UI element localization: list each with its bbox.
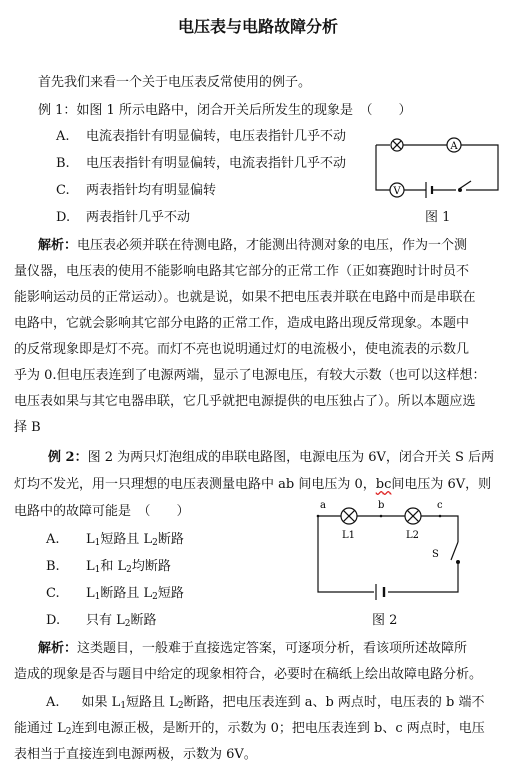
ex1-option-text: 电流表指针有明显偏转，电压表指针几乎不动: [86, 129, 347, 144]
ex2-option-text: $L_1$断路且 $L_2$短路: [86, 586, 184, 602]
ex1-option-key: B.: [56, 156, 70, 171]
ex2-option-key: D.: [46, 613, 61, 628]
voltmeter-label: V: [393, 186, 401, 197]
ammeter-label: A: [450, 141, 458, 152]
ex2-line: 电路中的故障可能是 （ ）: [14, 504, 190, 519]
ex1-option-key: A.: [56, 129, 70, 144]
switch-s-label: S: [432, 549, 439, 560]
ex2-option-text: $L_1$和 $L_2$均断路: [86, 559, 171, 575]
ex1-option-text: 电压表指针有明显偏转，电流表指针几乎不动: [86, 156, 347, 171]
analysis-1-line: 电压表如果与其它电器串联，它几乎就把电源提供的电压独占了）。所以本题应选: [14, 394, 476, 409]
intro-text: 首先我们来看一个关于电压表反常使用的例子。: [38, 75, 312, 90]
option-a-key: A.: [46, 695, 60, 710]
ex2-option-text: 只有 $L_2$断路: [86, 613, 157, 629]
ex1-option-text: 两表指针几乎不动: [86, 210, 191, 225]
figure-1-circuit: [370, 125, 505, 200]
point-a-label: a: [320, 500, 326, 511]
ex2-line: 灯均不发光，用一只理想的电压表测量电路中 ab 间电压为 0，bc间电压为 6V，则: [14, 477, 492, 492]
ex1-option-key: D.: [56, 210, 71, 225]
figure-2-circuit: [308, 496, 468, 606]
analysis-2-line: 解析：这类题目，一般难于直接选定答案，可逐项分析，看该项所述故障所: [38, 641, 468, 656]
ex2-option-key: B.: [46, 559, 60, 574]
ex1-option-text: 两表指针均有明显偏转: [86, 183, 217, 198]
ex2-line: 例 2：图 2 为两只灯泡组成的串联电路图，电源电压为 6V，闭合开关 S 后两: [48, 450, 495, 465]
ex2-option-key: A.: [46, 532, 60, 547]
analysis-1-line: 择 B: [14, 420, 41, 435]
point-b-label: b: [378, 500, 385, 511]
analysis-1-line: 量仪器，电压表的使用不能影响电路其它部分的正常工作（正如赛跑时计时员不: [14, 264, 470, 279]
lamp-l1-label: L1: [342, 530, 356, 541]
ex2-option-text: $L_1$短路且 $L_2$断路: [86, 532, 184, 548]
analysis-label: 解析：: [38, 641, 78, 656]
ex2-option-key: C.: [46, 586, 60, 601]
ex2-label: 例 2：: [48, 450, 88, 465]
point-c-label: c: [437, 500, 443, 511]
analysis-1-line: 的反常现象即是灯不亮。而灯不亮也说明通过灯的电流极小，使电流表的示数几: [14, 342, 470, 357]
figure-2-caption: 图 2: [372, 613, 398, 628]
ex1-option-key: C.: [56, 183, 70, 198]
switch-icon: [459, 181, 471, 189]
switch-s-icon: [451, 542, 458, 560]
ex1-question: 例 1：如图 1 所示电路中，闭合开关后所发生的现象是 （ ）: [38, 103, 412, 118]
analysis-2-line: 造成的现象是否与题目中给定的现象相符合，必要时在稿纸上绘出故障电路分析。: [14, 667, 483, 682]
analysis-2-a-line: 能通过 $L_2$连到电源正极，是断开的，示数为 0；把电压表连到 b、c 两点时，电压: [14, 721, 485, 737]
analysis-2-a-line: 表相当于直接连到电源两极，示数为 6V。: [14, 747, 257, 762]
analysis-1-line: 能影响运动员的正常运动）。也就是说，如果不把电压表并联在电路中而是串联在: [14, 290, 476, 305]
analysis-2-a-line: A. 如果 $L_1$短路且 $L_2$断路，把电压表连到 a、b 两点时，电压表的 b 端不: [46, 695, 485, 711]
analysis-1-line: 电路中，它就会影响其它部分电路的正常工作，造成电路出现反常现象。本题中: [14, 316, 470, 331]
analysis-1-line: 解析：电压表必须并联在待测电路，才能测出待测对象的电压，作为一个测: [38, 238, 468, 253]
page-title: 电压表与电路故障分析: [177, 17, 338, 36]
analysis-1-line: 乎为 0.但电压表连到了电源两端，显示了电源电压，有较大示数（也可以这样想：: [14, 368, 486, 383]
analysis-label: 解析：: [38, 238, 78, 253]
figure-1-caption: 图 1: [425, 210, 451, 225]
lamp-l2-label: L2: [406, 530, 420, 541]
